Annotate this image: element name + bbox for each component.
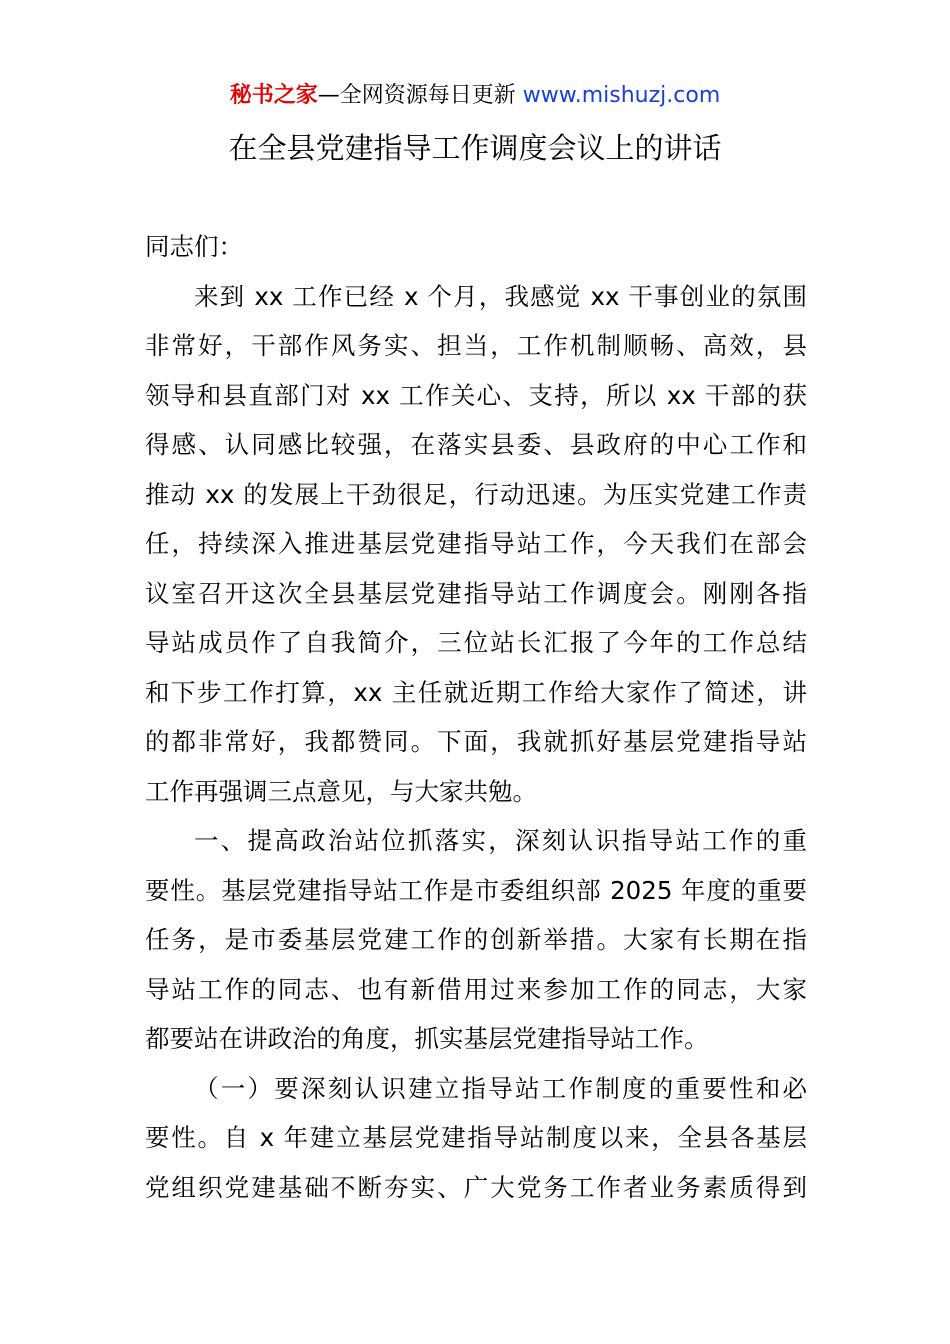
text-line: 和下步工作打算，xx 主任就近期工作给大家作了简述，讲 [145,677,807,707]
text-line: 导站工作的同志、也有新借用过来参加工作的同志，大家 [145,974,807,1004]
text-line: 一、提高政治站位抓落实，深刻认识指导站工作的重 [194,826,807,855]
site-tagline: —全网资源每日更新 [317,83,516,108]
text-line: 导站成员作了自我简介，三位站长汇报了今年的工作总结 [145,628,807,657]
text-line: 领导和县直部门对 xx 工作关心、支持，所以 xx 干部的获 [145,380,807,410]
document-body [145,222,807,1212]
text-line: 都要站在讲政治的角度，抓实基层党建指导站工作。 [145,1024,709,1053]
text-line: 任务，是市委基层党建工作的创新举措。大家有长期在指 [145,925,807,954]
site-header [0,80,950,112]
text-line: 非常好，干部作风务实、担当，工作机制顺畅、高效，县 [145,331,807,360]
text-line: 的都非常好，我都赞同。下面，我就抓好基层党建指导站 [145,727,807,756]
document-title: 在全县党建指导工作调度会议上的讲话 [228,131,722,165]
site-url-link[interactable]: www.mishuzj.com [522,83,721,108]
site-brand: 秘书之家 [229,83,318,108]
text-line: 要性。基层党建指导站工作是市委组织部 2025 年度的重要 [145,875,807,905]
text-line: 任，持续深入推进基层党建指导站工作，今天我们在部会 [145,529,807,558]
text-line: 推动 xx 的发展上干劲很足，行动迅速。为压实党建工作责 [145,479,807,509]
text-line: 党组织党建基础不断夯实、广大党务工作者业务素质得到 [145,1172,807,1202]
text-line: 同志们： [145,232,243,261]
text-line: 得感、认同感比较强，在落实县委、县政府的中心工作和 [145,430,807,459]
text-line: 工作再强调三点意见，与大家共勉。 [145,776,537,806]
text-line: 要性。自 x 年建立基层党建指导站制度以来，全县各基层 [145,1123,807,1152]
text-line: （一）要深刻认识建立指导站工作制度的重要性和必 [194,1073,807,1103]
text-line: 来到 xx 工作已经 x 个月，我感觉 xx 干事创业的氛围 [194,281,807,311]
text-line: 议室召开这次全县基层党建指导站工作调度会。刚刚各指 [145,578,807,608]
